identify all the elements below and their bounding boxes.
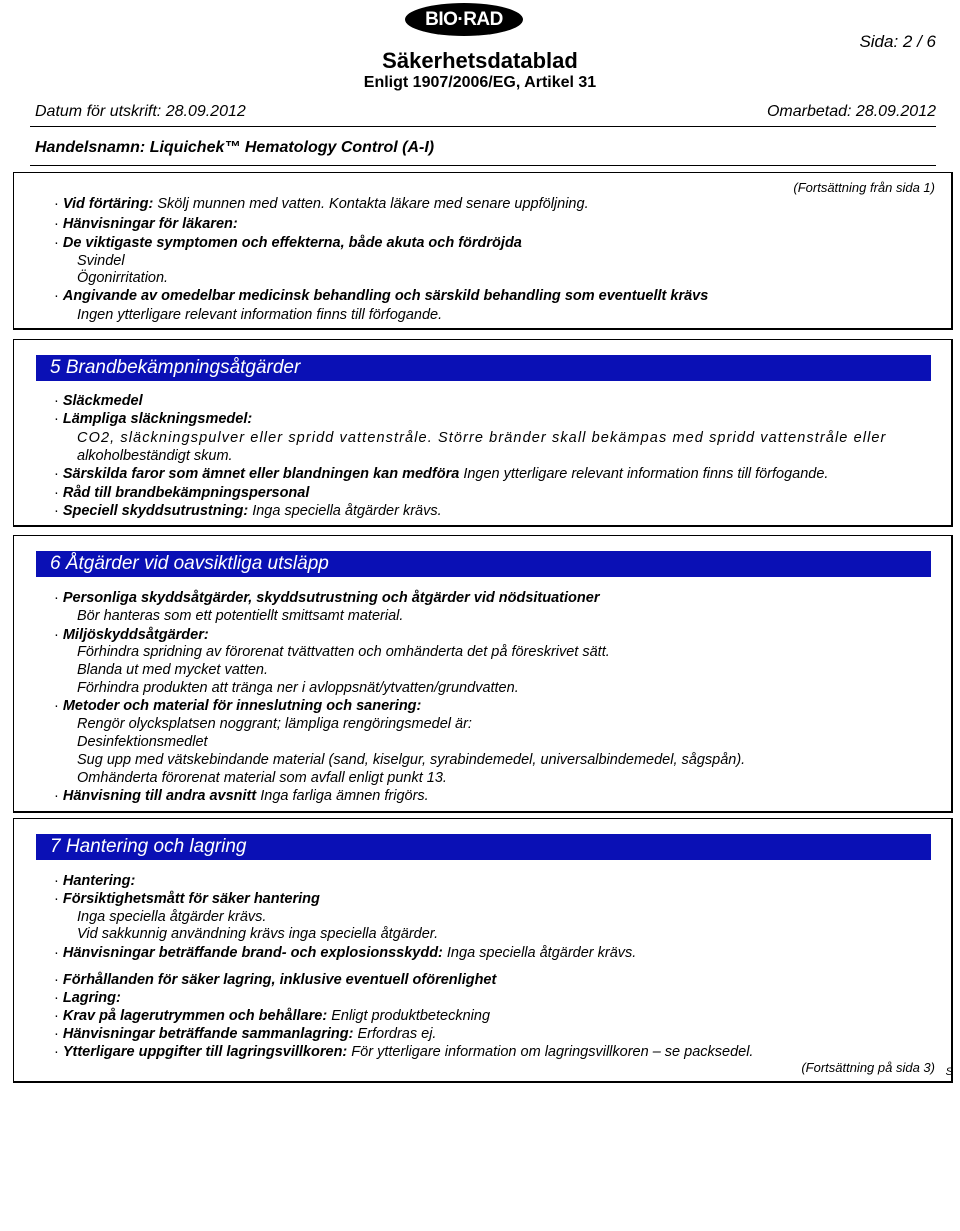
- storage-compatibility: · Hänvisningar beträffande sammanlagring: Erfordras ej.: [54, 1026, 437, 1042]
- logo-text: BIO·RAD: [425, 8, 503, 30]
- continued-on-note: (Fortsättning på sida 3): [801, 1060, 935, 1075]
- reference-other-sections: · Hänvisning till andra avsnitt Inga farliga ämnen frigörs.: [54, 788, 429, 804]
- fire-explosion-protection: · Hänvisningar beträffande brand- och explosionsskydd: Inga speciella åtgärder krävs.: [54, 945, 637, 961]
- safe-storage-conditions: · Förhållanden för säker lagring, inklusive eventuell oförenlighet: [54, 972, 497, 988]
- section-4-continuation: [13, 172, 953, 330]
- environmental-text-1: Förhindra spridning av förorenat tvättvatten och omhänderta det på föreskrivet sätt.: [77, 644, 610, 660]
- section-7-heading: 7 Hantering och lagring: [36, 834, 931, 860]
- bio-rad-logo: [405, 3, 523, 36]
- revision-date: Omarbetad: 28.09.2012: [766, 103, 936, 120]
- extinguishing-media: · Släckmedel: [54, 393, 143, 409]
- safe-handling-precautions: · Försiktighetsmått för säker hantering: [54, 891, 320, 907]
- print-date: Datum för utskrift: 28.09.2012: [35, 103, 246, 120]
- extinguishing-media-text-cont: alkoholbeständigt skum.: [77, 448, 233, 464]
- symptoms-heading: · De viktigaste symptomen och effekterna, både akuta och fördröjda: [54, 235, 522, 251]
- medical-treatment-text: Ingen ytterligare relevant information finns till förfogande.: [77, 307, 443, 323]
- containment-methods: · Metoder och material för inneslutning och sanering:: [54, 698, 422, 714]
- storage-further-info: · Ytterligare uppgifter till lagringsvillkoren: För ytterligare information om lagringsvillkoren – se packsedel.: [54, 1044, 754, 1060]
- page-mark: S: [945, 1066, 953, 1078]
- containment-text-4: Omhänderta förorenat material som avfall enligt punkt 13.: [77, 770, 447, 786]
- environmental-text-3: Förhindra produkten att tränga ner i avloppsnät/ytvatten/grundvatten.: [77, 680, 519, 696]
- section-6-heading: 6 Åtgärder vid oavsiktliga utsläpp: [36, 551, 931, 577]
- personal-precautions: · Personliga skyddsåtgärder, skyddsutrustning och åtgärder vid nödsituationer: [54, 590, 600, 606]
- containment-text-2: Desinfektionsmedlet: [77, 734, 208, 750]
- section-5-heading: 5 Brandbekämpningsåtgärder: [36, 355, 931, 381]
- safe-handling-text-1: Inga speciella åtgärder krävs.: [77, 909, 267, 925]
- first-aid-ingestion: · Vid förtäring: Skölj munnen med vatten. Kontakta läkare med senare uppföljning.: [54, 196, 589, 212]
- page-number: Sida: 2 / 6: [859, 32, 936, 51]
- environmental-precautions: · Miljöskyddsåtgärder:: [54, 627, 209, 643]
- suitable-extinguishing-media: · Lämpliga släckningsmedel:: [54, 411, 253, 427]
- tradename-divider: [30, 165, 936, 166]
- trade-name: Handelsnamn: Liquichek™ Hematology Control (A-I): [35, 139, 435, 156]
- extinguishing-media-text: CO2, släckningspulver eller spridd vattenstråle. Större bränder skall bekämpas med spridd vattenstråle eller: [77, 430, 887, 446]
- containment-text-3: Sug upp med vätskebindande material (sand, kiselgur, syrabindemedel, universalbindemedel, sågspån).: [77, 752, 746, 768]
- section-7: [13, 818, 953, 1083]
- storage-requirements: · Krav på lagerutrymmen och behållare: Enligt produktbeteckning: [54, 1008, 491, 1024]
- symptom-eye-irritation: Ögonirritation.: [77, 270, 169, 286]
- document-subtitle: Enligt 1907/2006/EG, Artikel 31: [363, 74, 597, 91]
- storage: · Lagring:: [54, 990, 121, 1006]
- symptom-dizziness: Svindel: [77, 253, 125, 269]
- note-to-physician: · Hänvisningar för läkaren:: [54, 216, 238, 232]
- header-divider: [30, 126, 936, 127]
- section-5: [13, 339, 953, 527]
- safe-handling-text-2: Vid sakkunnig användning krävs inga speciella åtgärder.: [77, 926, 439, 942]
- special-hazards: · Särskilda faror som ämnet eller blandningen kan medföra Ingen ytterligare relevant information finns till förfogande.: [54, 466, 829, 482]
- section-6: [13, 535, 953, 813]
- environmental-text-2: Blanda ut med mycket vatten.: [77, 662, 269, 678]
- firefighter-advice: · Råd till brandbekämpningspersonal: [54, 485, 310, 501]
- personal-precautions-text: Bör hanteras som ett potentiellt smittsamt material.: [77, 608, 404, 624]
- handling: · Hantering:: [54, 873, 136, 889]
- containment-text-1: Rengör olycksplatsen noggrant; lämpliga rengöringsmedel är:: [77, 716, 472, 732]
- protective-equipment: · Speciell skyddsutrustning: Inga speciella åtgärder krävs.: [54, 503, 442, 519]
- document-title: Säkerhetsdatablad: [382, 48, 578, 73]
- medical-treatment-heading: · Angivande av omedelbar medicinsk behandling och särskild behandling som eventuellt krävs: [54, 288, 709, 304]
- continued-from-note: (Fortsättning från sida 1): [793, 180, 935, 195]
